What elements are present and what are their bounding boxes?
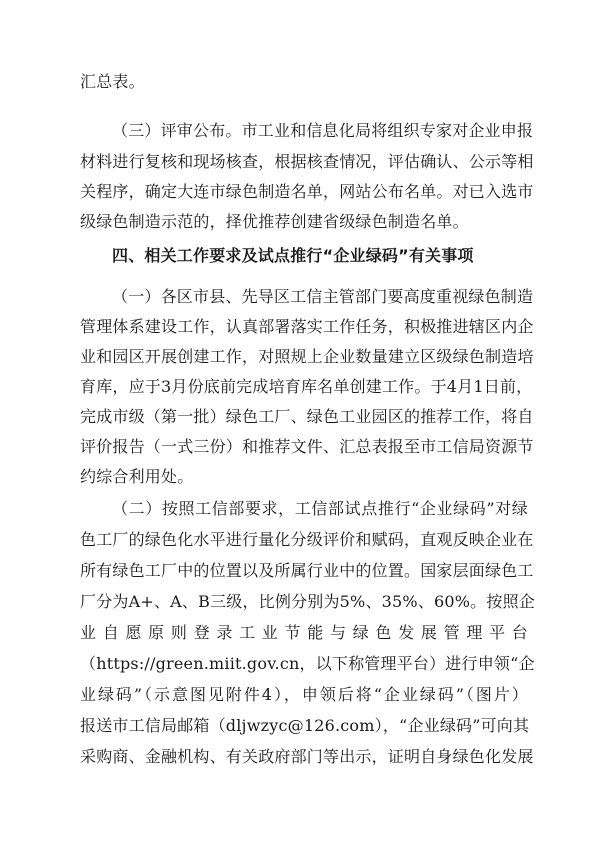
- text-line: 级绿色制造示范的，择优推荐创建省级绿色制造名单。: [80, 212, 469, 231]
- text-line: 采购商、金融机构、有关政府部门等出示，证明自身绿色化发展: [80, 747, 534, 766]
- text-line: 关程序，确定大连市绿色制造名单，网站公布名单。对已入选市: [80, 182, 534, 201]
- text-line: 育库，应于3月份底前完成培育库名单创建工作。于4月1日前，: [80, 377, 533, 396]
- text-line: 色工厂的绿色化水平进行量化分级评价和赋码，直观反映企业在: [80, 530, 534, 549]
- text-line: 管理体系建设工作，认真部署落实工作任务，积极推进辖区内企: [80, 317, 534, 336]
- text-line: （一）各区市县、先导区工信主管部门要高度重视绿色制造: [112, 287, 534, 306]
- text-line: 报送市工信局邮箱（dljwzyc@126.com），“企业绿码”可向其: [80, 716, 530, 735]
- text-line: 汇总表。: [80, 72, 145, 91]
- section-heading: 四、相关工作要求及试点推行“企业绿码”有关事项: [112, 246, 474, 265]
- text-line: 所有绿色工厂中的位置以及所属行业中的位置。国家层面绿色工: [80, 561, 534, 580]
- text-line: 完成市级（第一批）绿色工厂、绿色工业园区的推荐工作，将自: [80, 407, 534, 426]
- text-line: 评价报告（一式三份）和推荐文件、汇总表报至市工信局资源节: [80, 437, 534, 456]
- text-line: 材料进行复核和现场核查，根据核查情况，评估确认、公示等相: [80, 152, 534, 171]
- text-line: 业和园区开展创建工作，对照规上企业数量建立区级绿色制造培: [80, 347, 534, 366]
- text-line: （二）按照工信部要求，工信部试点推行“企业绿码”对绿: [112, 499, 528, 518]
- text-line: （三）评审公布。市工业和信息化局将组织专家对企业申报: [112, 121, 534, 140]
- text-line: （https://green.miit.gov.cn，以下称管理平台）进行申领“企: [80, 654, 535, 673]
- text-line: 业绿码”（示意图见附件4），申领后将“企业绿码”（图片）: [80, 685, 528, 704]
- text-line: 业自愿原则登录工业节能与绿色发展管理平台: [80, 623, 528, 642]
- text-line: 约综合利用处。: [80, 467, 194, 486]
- text-line: 厂分为A+、A、B三级，比例分别为5%、35%、60%。按照企: [80, 592, 535, 611]
